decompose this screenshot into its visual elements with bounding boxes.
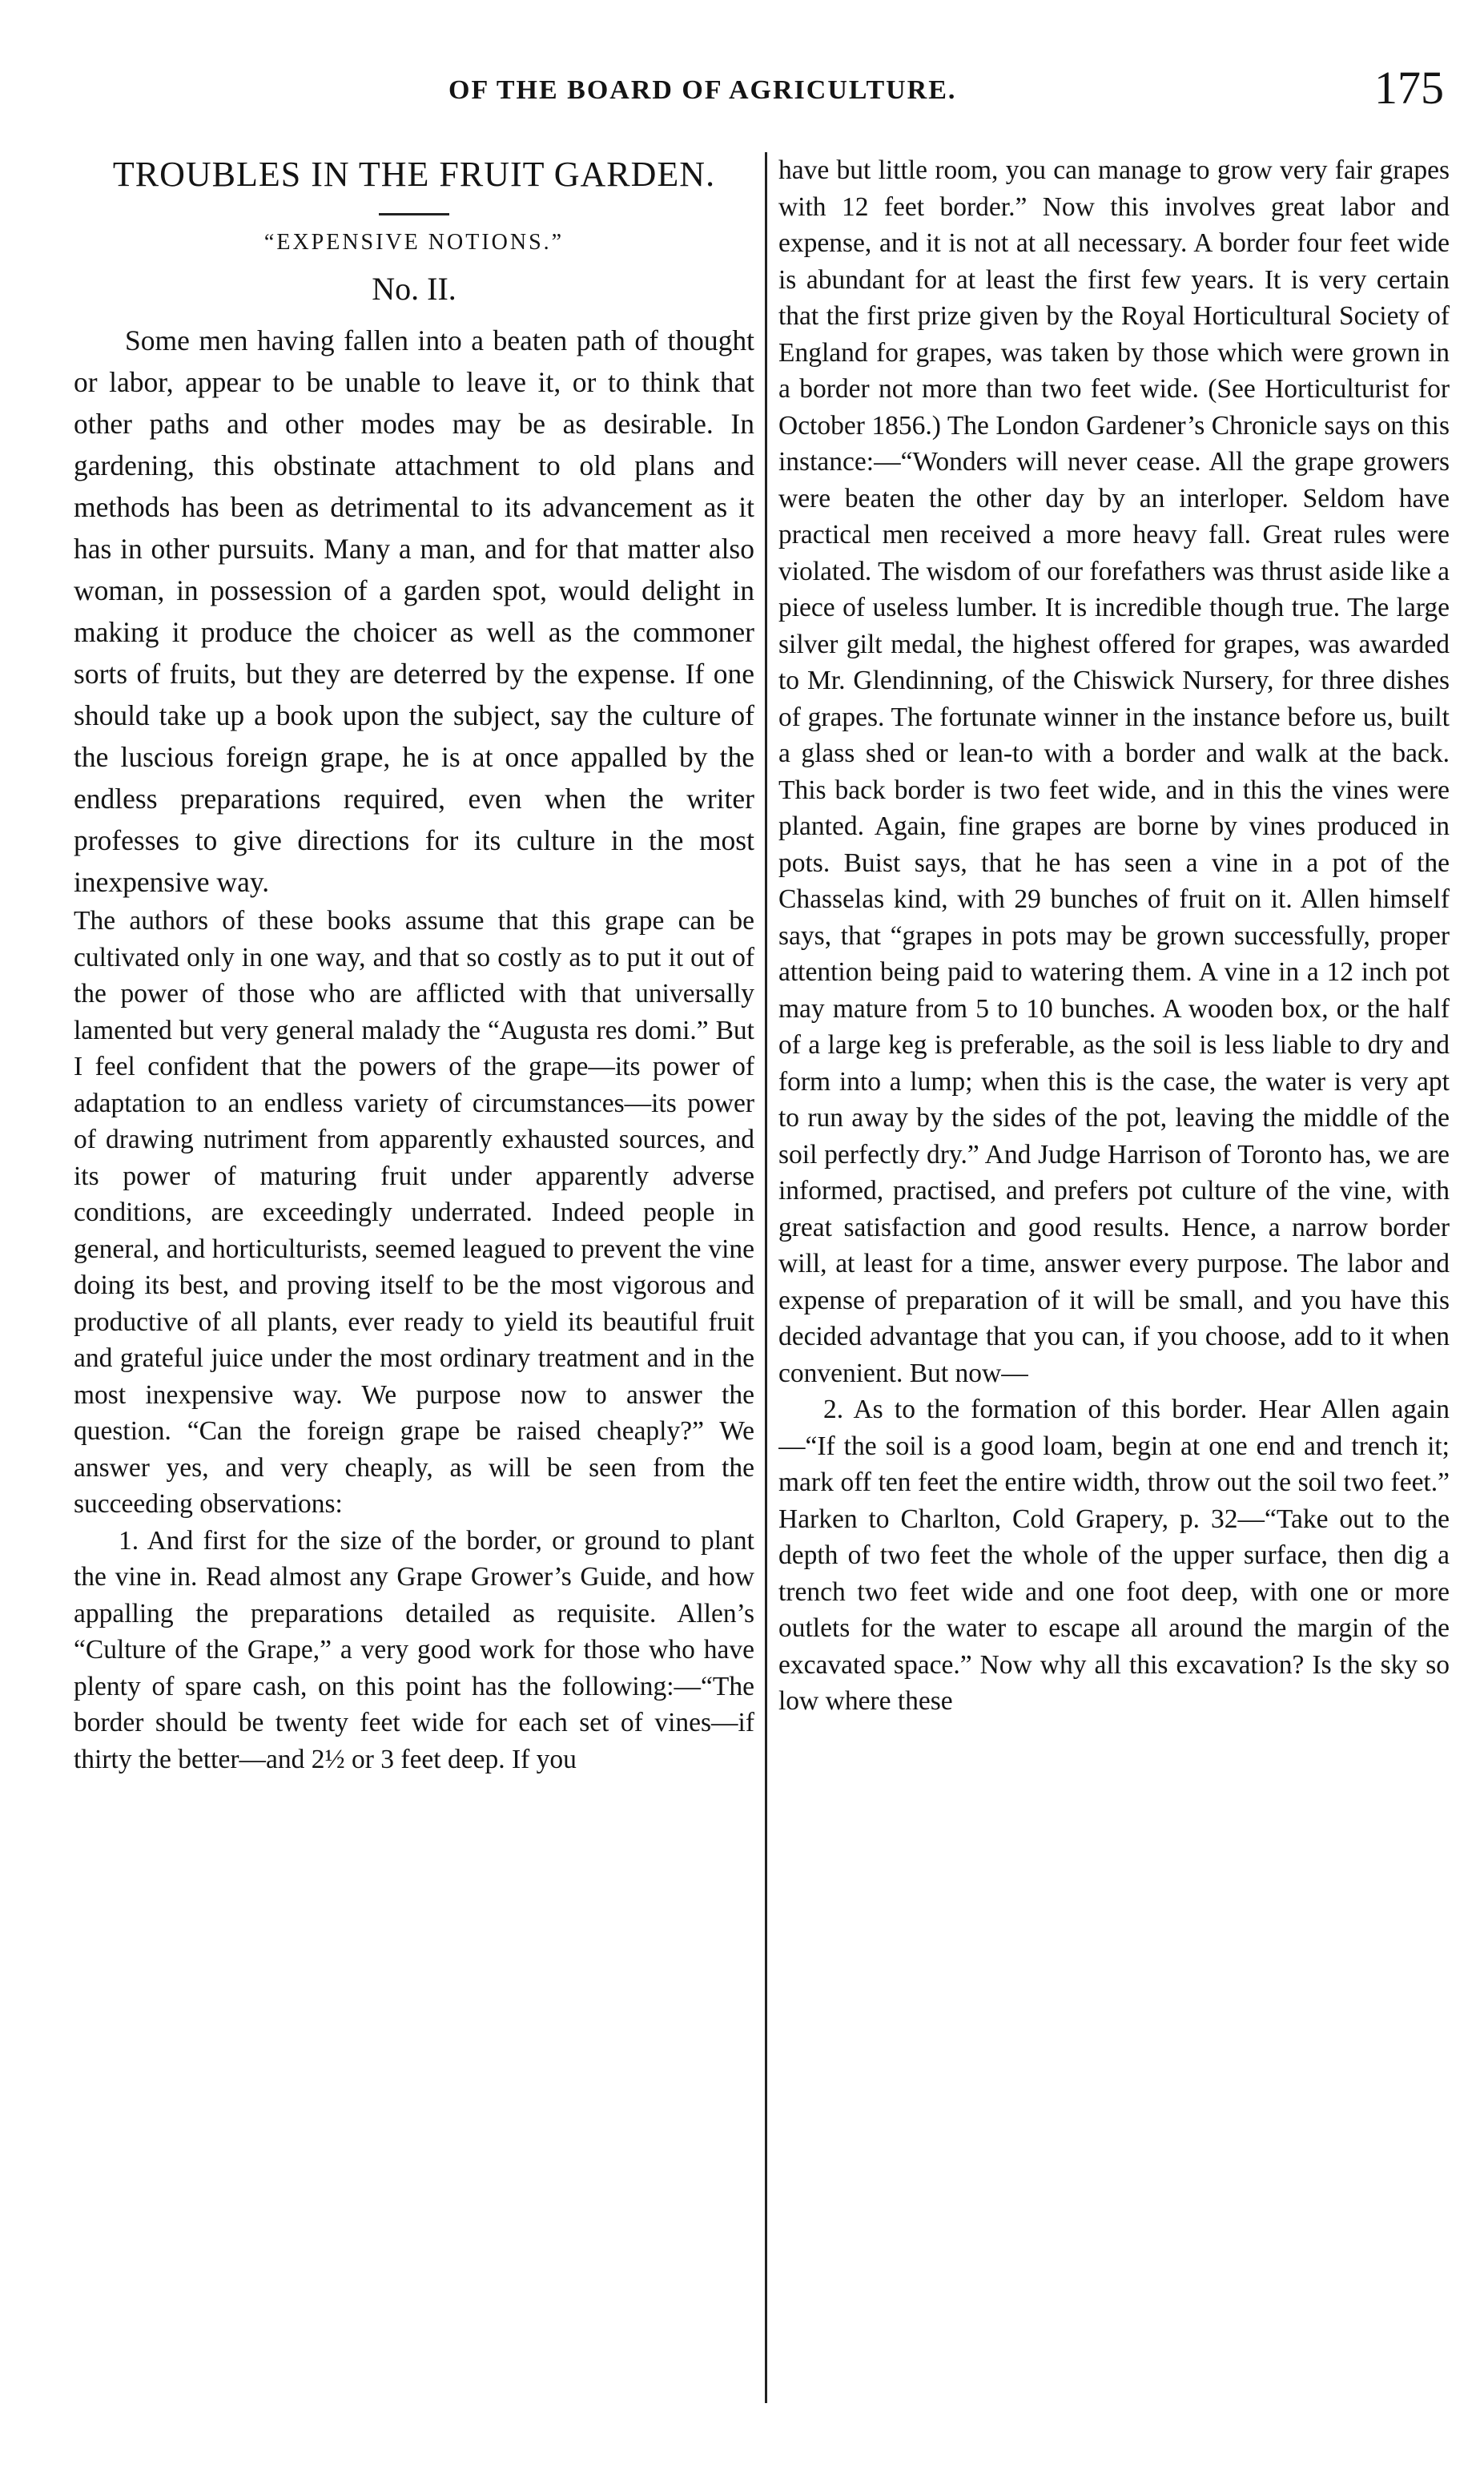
left-column — [74, 152, 754, 2407]
running-title: OF THE BOARD OF AGRICULTURE. — [448, 75, 957, 105]
title-rule — [379, 213, 449, 215]
column-divider — [765, 152, 767, 2403]
page-number: 175 — [1374, 62, 1444, 114]
article-number: No. II. — [372, 271, 456, 307]
running-header — [0, 50, 1484, 114]
article-subtitle: “EXPENSIVE NOTIONS.” — [263, 230, 565, 255]
paragraph-authors: The authors of these books assume that this grape can be cultivated only in one way, and that so costly as to put it out of the power of those who are afflicted with that universally lamented but very general malady the “Augusta res domi.” But I feel confident that the powers of the grape—its power of adaptation to an endless variety of circumstances—its power of drawing nutriment from apparently exhausted sources, and its power of maturing fruit under apparently adverse conditions, are exceedingly underrated. Indeed people in general, and horticulturists, seemed leagued to prevent the vine doing its best, and proving itself to be the most vigorous and productive of all plants, ever ready to yield its beautiful fruit and grateful juice under the most ordinary treatment and in the most inexpensive way. We purpose now to answer the question. “Can the foreign grape be raised cheaply?” We answer yes, and very cheaply, as will be seen from the succeeding observations: — [74, 906, 754, 1519]
paragraph-continued: have but little room, you can manage to grow very fair grapes with 12 feet border.” Now this involves great labor and expense, and it is not at all necessary. A border four feet wide is abundant for at least the first few years. It is very certain that the first prize given by the Royal Horticultural Society of England for grapes, was taken by those which were grown in a border not more than two feet wide. (See Horticulturist for October 1856.) The London Gardener’s Chronicle says on this instance:—“Wonders will never cease. All the grape growers were beaten the other day by an interloper. Seldom have practical men received a more heavy fall. Great rules were violated. The wisdom of our forefathers was thrust aside like a piece of useless lumber. It is incredible though true. The large silver gilt medal, the highest offered for grapes, was awarded to Mr. Glendinning, of the Chiswick Nursery, for three dishes of grapes. The fortunate winner in the instance before us, built a glass shed or lean-to with a border and walk at the back. This back border is two feet wide, and in this the vines were planted. Again, fine grapes are borne by vines produced in pots. Buist says, that he has seen a vine in a pot of the Chasselas kind, with 29 bunches of fruit on it. Allen himself says, that “grapes in pots may be grown successfully, proper attention being paid to watering them. A vine in a 12 inch pot may mature from 5 to 10 bunches. A wooden box, or the half of a large keg is preferable, as the soil is less liable to dry and form into a lump; when this is the case, the water is very apt to run away by the sides of the pot, leaving the middle of the soil perfectly dry.” And Judge Harrison of Toronto has, we are informed, practised, and prefers pot culture of the vine, with great satisfaction and good results. Hence, a narrow border will, at least for a time, answer every purpose. The labor and expense of preparation of it will be small, and you have this decided advantage that you can, if you choose, add to it when convenient. But now— — [778, 155, 1450, 1388]
paragraph-intro: Some men having fallen into a beaten path of thought or labor, appear to be unable to leave it, or to think that other paths and other modes may be as desirable. In gardening, this obstinate attachment to old plans and methods has been as detrimental to its advancement as it has in other pursuits. Many a man, and for that matter also woman, in possession of a garden spot, would delight in making it produce the choicer as well as the commoner sorts of fruits, but they are deterred by the expense. If one should take up a book upon the subject, say the culture of the luscious foreign grape, he is at once appalled by the endless preparations required, even when the writer professes to give directions for its culture in the most inexpensive way. — [74, 324, 754, 898]
paragraph-border-formation: 2. As to the formation of this border. Hear Allen again—“If the soil is a good loam, begin at one end and trench it; mark off ten feet the entire width, throw out the soil two feet.” Harken to Charlton, Cold Grapery, p. 32—“Take out to the depth of two feet the whole of the upper surface, then dig a trench two feet wide and one foot deep, with one or more outlets for the water to escape all around the margin of the excavated space.” Now why all this excavation? Is the sky so low where these — [778, 1395, 1450, 1716]
article-title: TROUBLES IN THE FRUIT GARDEN. — [112, 155, 716, 194]
paragraph-border-size: 1. And first for the size of the border, or ground to plant the vine in. Read almost any Grape Grower’s Guide, and how appalling the preparations detailed as requisite. Allen’s “Culture of the Grape,” a very good work for those who have plenty of spare cash, on this point has the following:—“The border should be twenty feet wide for each set of vines—if thirty the better—and 2½ or 3 feet deep. If you — [74, 1525, 754, 1774]
right-column — [778, 152, 1450, 2407]
